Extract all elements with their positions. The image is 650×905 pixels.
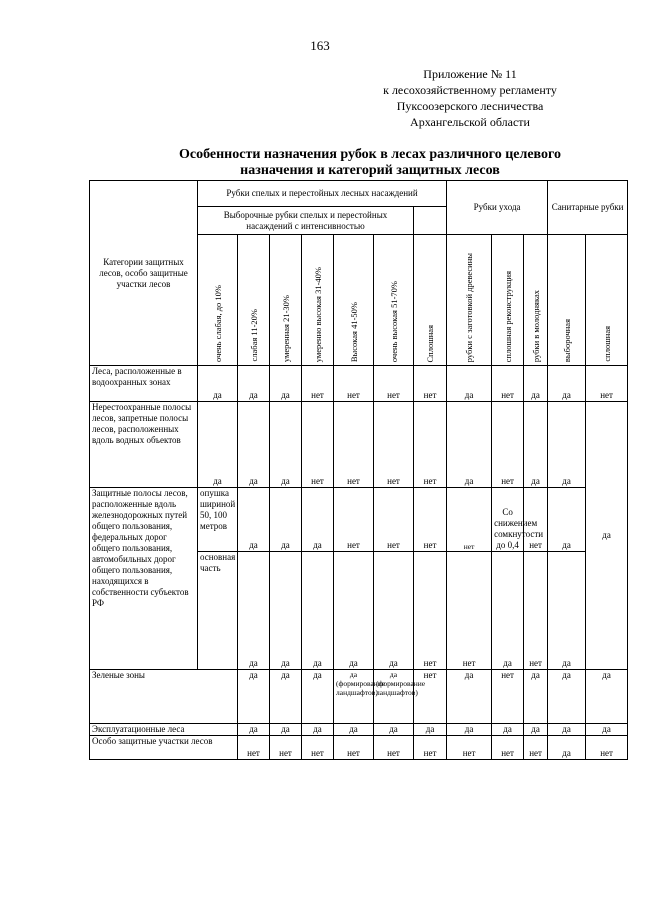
cell: да [586, 670, 628, 724]
cell: нет [334, 736, 374, 760]
cell: да [302, 552, 334, 670]
cell: да [548, 736, 586, 760]
cell: нет [586, 366, 628, 402]
cell: нет [524, 736, 548, 760]
cell: да [238, 402, 270, 488]
cell: нет [302, 402, 334, 488]
col-header-9: сплошная реконструкция [492, 235, 524, 366]
cell: нет [374, 488, 414, 552]
table-row [90, 670, 628, 724]
cell: нет [492, 736, 524, 760]
cell: да [548, 402, 586, 488]
cell: Со снижением сомкнутости до 0,4 [492, 488, 524, 552]
cell: да [374, 552, 414, 670]
cell: нет [334, 366, 374, 402]
col-header-3: умеренная 21-30% [270, 235, 302, 366]
cell: нет [447, 488, 492, 552]
cell: да [524, 402, 548, 488]
cell: да [524, 670, 548, 724]
cell: да [492, 724, 524, 736]
cell: нет [334, 488, 374, 552]
cell: нет [414, 670, 447, 724]
cell: да [414, 724, 447, 736]
cell: нет [414, 402, 447, 488]
table-row [90, 488, 628, 552]
col-header-4: умеренно высокая 31-40% [302, 235, 334, 366]
row-label: Зеленые зоны [90, 670, 238, 724]
row-header: Категории защитных лесов, особо защитные участки лесов [90, 181, 198, 366]
col-header-7: Сплошная [414, 235, 447, 366]
cell: да [447, 670, 492, 724]
cell: да [270, 488, 302, 552]
cell: да [270, 402, 302, 488]
cell: да [238, 724, 270, 736]
cell: нет [586, 736, 628, 760]
col-header-10: рубки в молодняках [524, 235, 548, 366]
cell: нет [414, 488, 447, 552]
row-label: Нерестоохранные полосы лесов, запретные полосы лесов, расположенных вдоль водных объектов [90, 402, 198, 488]
cell: нет [238, 736, 270, 760]
cell: да [492, 552, 524, 670]
cell: нет [447, 552, 492, 670]
cell: нет [414, 366, 447, 402]
cell: да [447, 366, 492, 402]
cell: нет [492, 402, 524, 488]
cell: нет [414, 736, 447, 760]
cell: нет [302, 366, 334, 402]
cell: да [447, 402, 492, 488]
row-label: Леса, расположенные в водоохранных зонах [90, 366, 198, 402]
appendix-line-1: Приложение № 11 [423, 67, 517, 81]
table-row [90, 724, 628, 736]
title-line-2: назначения и категорий защитных лесов [240, 163, 500, 178]
cell: нет [334, 402, 374, 488]
cell: да [270, 552, 302, 670]
cell: да (формирование ландшафтов) [374, 670, 414, 724]
cell: да [270, 724, 302, 736]
table-row [90, 736, 628, 760]
row-label: Защитные полосы лесов, расположенные вдоль железнодорожных путей общего пользования, федеральных дорог общего пользования, автомобильных дорог общего пользования, находящихся в собственности субъектов РФ [90, 488, 198, 670]
cell: нет [270, 736, 302, 760]
cell: да (формирование ландшафтов) [334, 670, 374, 724]
header-solid-spacer [414, 207, 447, 235]
cell: да [302, 488, 334, 552]
document-title [90, 147, 650, 179]
appendix-line-2: к лесохозяйственному регламенту [383, 83, 557, 97]
appendix-block [340, 66, 600, 130]
header-main-group: Рубки спелых и перестойных лесных насаждений [198, 181, 447, 207]
cell: да [238, 552, 270, 670]
cell: да [374, 724, 414, 736]
cell: да [447, 724, 492, 736]
appendix-line-4: Архангельской области [410, 115, 530, 129]
cell: нет [492, 366, 524, 402]
cell: да [270, 670, 302, 724]
cell: нет [374, 366, 414, 402]
page-number: 163 [310, 38, 330, 53]
cell: нет [524, 488, 548, 552]
cell: нет [524, 552, 548, 670]
cell: да [198, 402, 238, 488]
cell: да [270, 366, 302, 402]
cell: да [548, 488, 586, 552]
sub-label-main: основная часть [198, 552, 238, 670]
cell: да [524, 366, 548, 402]
cell: да [238, 670, 270, 724]
cell: да [302, 670, 334, 724]
cell: нет [447, 736, 492, 760]
cell: да [548, 724, 586, 736]
col-header-12: сплошная [586, 235, 628, 366]
cell: да [198, 366, 238, 402]
col-header-1: очень слабая, до 10% [198, 235, 238, 366]
header-sanitary-group: Санитарные рубки [548, 181, 628, 235]
cell: да [548, 552, 586, 670]
cell: да [586, 724, 628, 736]
appendix-line-3: Пуксоозерского лесничества [396, 99, 544, 113]
header-selective-group: Выборочные рубки спелых и перестойных насаждений с интенсивностью [198, 207, 414, 235]
sub-label-edge: опушка шириной 50, 100 метров [198, 488, 238, 552]
cell: нет [374, 736, 414, 760]
cell: да [524, 724, 548, 736]
header-care-group: Рубки ухода [447, 181, 548, 235]
cell: да [548, 366, 586, 402]
col-header-11: выборочная [548, 235, 586, 366]
felling-table [89, 180, 628, 760]
cell: нет [414, 552, 447, 670]
cell: да [334, 724, 374, 736]
cell: да [334, 552, 374, 670]
cell: нет [492, 670, 524, 724]
title-line-1: Особенности назначения рубок в лесах различного целевого [178, 147, 562, 162]
table-row [90, 402, 628, 488]
col-header-5: Высокая 41-50% [334, 235, 374, 366]
cell: да [548, 670, 586, 724]
row-label: Эксплуатационные леса [90, 724, 238, 736]
cell: да [238, 488, 270, 552]
cell: да [238, 366, 270, 402]
cell: нет [302, 736, 334, 760]
sanitary-solid-merged: да [586, 402, 628, 670]
cell: нет [374, 402, 414, 488]
table-row [90, 366, 628, 402]
cell: да [302, 724, 334, 736]
row-label: Особо защитные участки лесов [90, 736, 238, 760]
col-header-8: рубки с заготовкой древесины [447, 235, 492, 366]
col-header-2: слабая 11-20% [238, 235, 270, 366]
col-header-6: очень высокая 51-70% [374, 235, 414, 366]
